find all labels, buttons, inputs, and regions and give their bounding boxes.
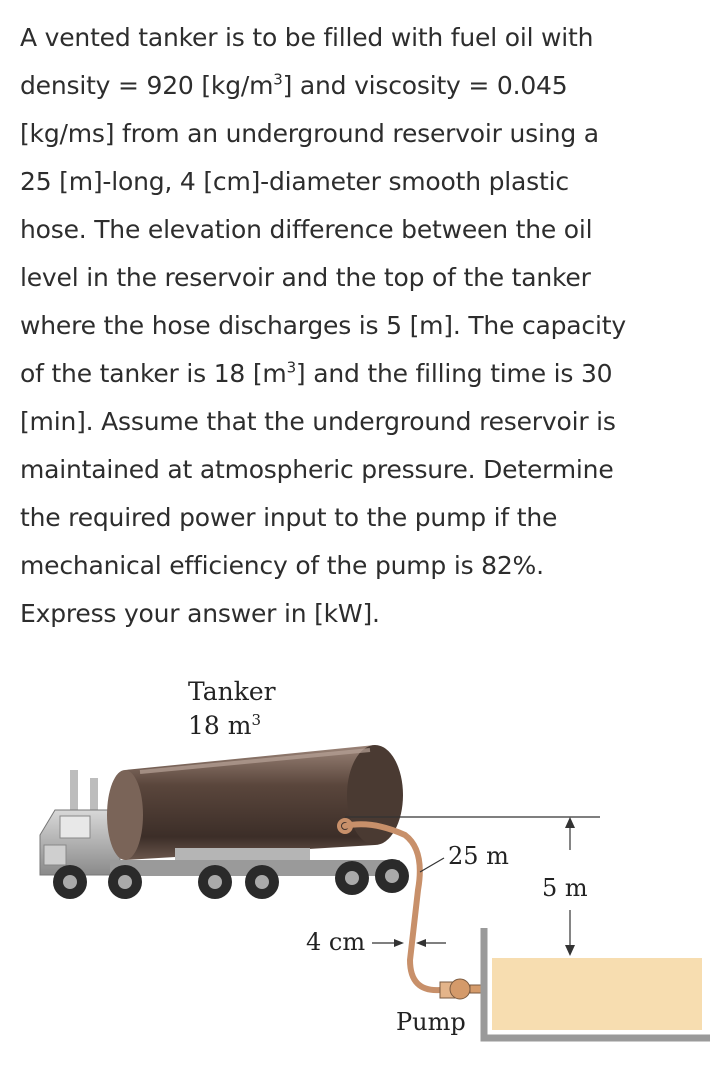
tanker-capacity-label xyxy=(188,711,261,740)
capacity-text: of the tanker is 18 [m xyxy=(20,359,287,388)
problem-line-4: 25 [m]-long, 4 [cm]-diameter smooth plastic xyxy=(20,167,569,196)
problem-line-10: maintained at atmospheric pressure. Determine xyxy=(20,455,614,484)
reservoir xyxy=(484,928,710,1038)
capacity-unit-superscript: 3 xyxy=(286,358,296,377)
pump-label: Pump xyxy=(396,1008,466,1036)
problem-line-12: mechanical efficiency of the pump is 82%. xyxy=(20,551,544,580)
density-unit-superscript: 3 xyxy=(273,70,283,89)
problem-line-9: [min]. Assume that the underground reservoir is xyxy=(20,407,616,436)
tanker-capacity-superscript: 3 xyxy=(251,711,262,729)
diameter-label: 4 cm xyxy=(306,928,366,956)
problem-line-3: [kg/ms] from an underground reservoir using a xyxy=(20,119,599,148)
density-text: density = 920 [kg/m xyxy=(20,71,274,100)
tanker-pump-diagram xyxy=(0,660,728,1078)
problem-statement xyxy=(20,14,710,638)
problem-line-2 xyxy=(20,62,710,110)
hose-length-label: 25 m xyxy=(448,842,509,870)
viscosity-text: ] and viscosity = 0.045 xyxy=(282,71,568,100)
pump xyxy=(440,979,486,999)
problem-line-7: where the hose discharges is 5 [m]. The capacity xyxy=(20,311,626,340)
problem-line-5: hose. The elevation difference between the oil xyxy=(20,215,593,244)
problem-line-8 xyxy=(20,350,710,398)
problem-line-11: the required power input to the pump if the xyxy=(20,503,558,532)
tank-body xyxy=(107,745,403,860)
hose-length-leader xyxy=(420,858,444,872)
filling-time-text: ] and the filling time is 30 xyxy=(295,359,613,388)
problem-line-13: Express your answer in [kW]. xyxy=(20,599,380,628)
tanker-label: Tanker xyxy=(188,677,276,706)
problem-line-6: level in the reservoir and the top of the tanker xyxy=(20,263,591,292)
tanker-capacity-value: 18 m xyxy=(188,711,252,740)
elevation-label: 5 m xyxy=(542,874,588,902)
problem-line-1: A vented tanker is to be filled with fuel oil with xyxy=(20,23,594,52)
hose xyxy=(345,824,455,990)
